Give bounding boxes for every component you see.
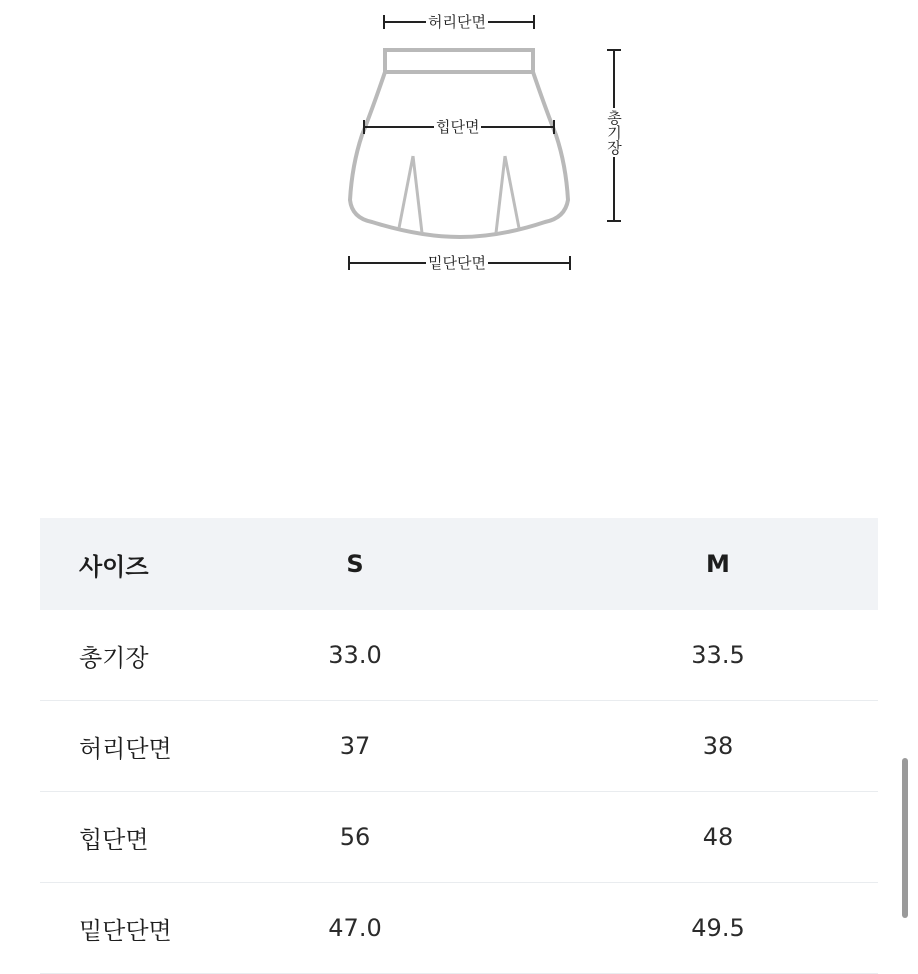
hip-measure-label: 힙단면 bbox=[436, 118, 480, 136]
value-s: 37 bbox=[250, 701, 540, 792]
row-label: 힙단면 bbox=[40, 792, 250, 883]
table-row bbox=[40, 883, 878, 974]
value-s: 47.0 bbox=[250, 883, 540, 974]
value-m: 48 bbox=[540, 792, 878, 883]
hem-measure-label: 밑단단면 bbox=[428, 254, 486, 272]
value-s: 56 bbox=[250, 792, 540, 883]
value-s: 33.0 bbox=[250, 610, 540, 701]
table-row bbox=[40, 610, 878, 701]
size-table bbox=[40, 518, 878, 974]
header-size: 사이즈 bbox=[40, 518, 250, 610]
table-row bbox=[40, 792, 878, 883]
scrollbar[interactable] bbox=[902, 758, 908, 918]
size-diagram bbox=[0, 0, 918, 300]
row-label: 총기장 bbox=[40, 610, 250, 701]
value-m: 33.5 bbox=[540, 610, 878, 701]
value-m: 38 bbox=[540, 701, 878, 792]
length-measure-label: 총기장 bbox=[605, 110, 623, 155]
header-s: S bbox=[250, 518, 540, 610]
table-header-row bbox=[40, 518, 878, 610]
waist-measure-label: 허리단면 bbox=[428, 13, 486, 31]
value-m: 49.5 bbox=[540, 883, 878, 974]
table-row bbox=[40, 701, 878, 792]
row-label: 허리단면 bbox=[40, 701, 250, 792]
header-m: M bbox=[540, 518, 878, 610]
row-label: 밑단단면 bbox=[40, 883, 250, 974]
